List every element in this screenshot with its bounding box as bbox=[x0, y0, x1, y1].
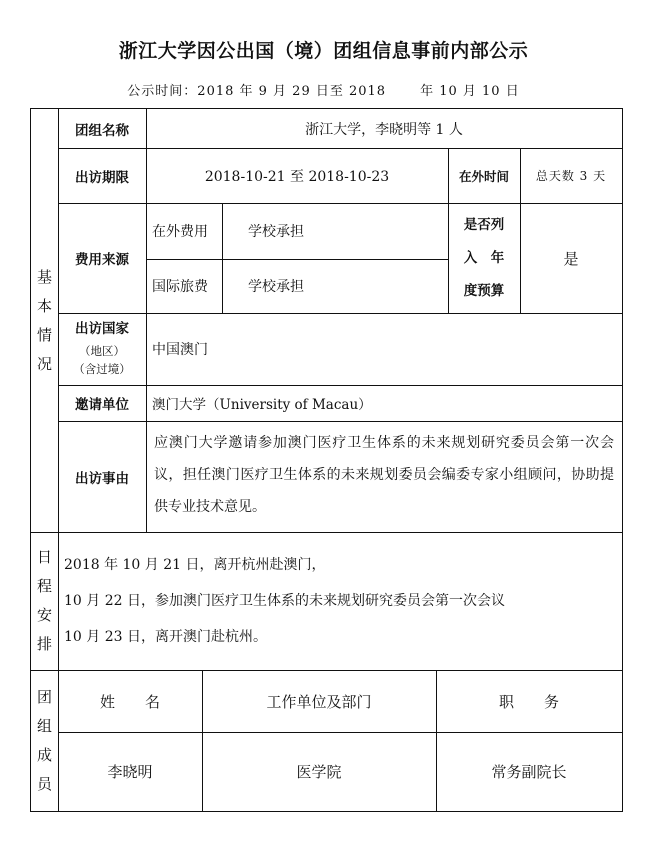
schedule-line: 10 月 22 日，参加澳门医疗卫生体系的未来规划研究委员会第一次会议 bbox=[64, 593, 505, 609]
document-title: 浙江大学因公出国（境）团组信息事前内部公示 bbox=[118, 40, 529, 62]
members-header-name: 姓 名 bbox=[99, 692, 160, 711]
notice-time-label: 公示时间： bbox=[127, 84, 198, 99]
inviter-label: 邀请单位 bbox=[75, 397, 129, 413]
abroad-cost-label: 在外费用 bbox=[152, 224, 208, 240]
member-title: 常务副院长 bbox=[491, 763, 567, 781]
budget-label: 是否列 入 年 度预算 bbox=[463, 216, 505, 299]
group-name-value: 浙江大学，李晓明等 1 人 bbox=[305, 121, 463, 138]
reason-value: 应澳门大学邀请参加澳门医疗卫生体系的未来规划研究委员会第一次会议，担任澳门医疗卫生体系的未来规划委员会编委专家小组顾问，协助提供专业技术意见。 bbox=[154, 435, 614, 515]
abroad-time-label: 在外时间 bbox=[458, 168, 509, 184]
country-value: 中国澳门 bbox=[152, 342, 208, 358]
inviter-value: 澳门大学（University of Macau） bbox=[152, 397, 372, 413]
reason-label: 出访事由 bbox=[75, 470, 129, 487]
member-name: 李晓明 bbox=[107, 763, 153, 781]
members-header-title: 职 务 bbox=[498, 692, 559, 711]
group-name-label: 团组名称 bbox=[75, 122, 129, 139]
schedule-line: 10 月 23 日，离开澳门赴杭州。 bbox=[64, 629, 267, 645]
country-label: 出访国家 （地区） （含过境） bbox=[73, 321, 131, 376]
section-members: 团 组 成 员 bbox=[36, 687, 52, 793]
intl-travel-value: 学校承担 bbox=[248, 279, 304, 295]
member-unit: 医学院 bbox=[296, 763, 342, 781]
budget-value: 是 bbox=[563, 249, 579, 268]
section-schedule: 日 程 安 排 bbox=[36, 548, 52, 653]
visit-period-label: 出访期限 bbox=[75, 169, 129, 186]
intl-travel-label: 国际旅费 bbox=[152, 279, 208, 295]
notice-time bbox=[0, 80, 647, 99]
info-table bbox=[30, 108, 623, 812]
funding-label: 费用来源 bbox=[75, 252, 129, 268]
abroad-time-value: 总天数 3 天 bbox=[535, 169, 607, 183]
section-basic-info: 基 本 情 况 bbox=[36, 267, 52, 373]
members-header-unit: 工作单位及部门 bbox=[266, 692, 372, 711]
notice-time-end: 年 10 月 10 日 bbox=[420, 84, 520, 99]
schedule-line: 2018 年 10 月 21 日，离开杭州赴澳门， bbox=[64, 557, 326, 573]
abroad-cost-value: 学校承担 bbox=[248, 224, 304, 240]
notice-time-start: 2018 年 9 月 29 日至 2018 bbox=[197, 84, 387, 99]
schedule-content bbox=[58, 532, 622, 670]
visit-period-value: 2018-10-21 至 2018-10-23 bbox=[204, 168, 390, 185]
